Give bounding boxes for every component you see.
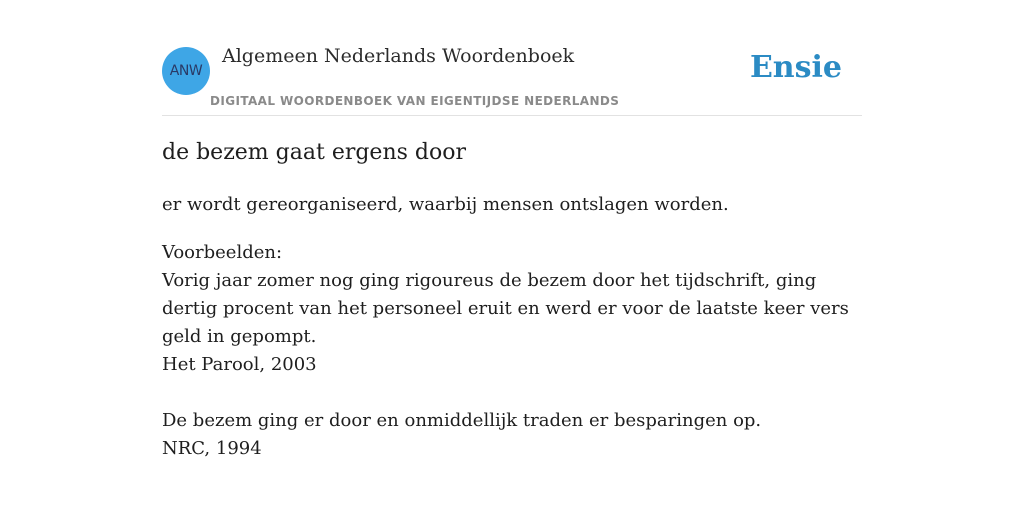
examples-block: [162, 239, 852, 463]
anw-logo[interactable]: [162, 47, 210, 95]
example-text: Vorig jaar zomer nog ging rigoureus de bezem door het tijdschrift, ging dertig procent van het personeel eruit en werd er voor de laatste keer vers geld in gepompt.: [162, 270, 849, 347]
entry-definition: er wordt gereorganiseerd, waarbij mensen ontslagen worden.: [162, 194, 729, 215]
example-spacer: [162, 379, 852, 407]
ensie-brand-logo[interactable]: Ensie: [749, 50, 842, 85]
example-source: NRC, 1994: [162, 438, 262, 459]
entry-term: de bezem gaat ergens door: [162, 140, 466, 165]
examples-heading: Voorbeelden:: [162, 242, 283, 263]
example-source: Het Parool, 2003: [162, 354, 317, 375]
header-divider: [162, 115, 862, 116]
source-name[interactable]: Algemeen Nederlands Woordenboek: [222, 45, 575, 67]
example-text: De bezem ging er door en onmiddellijk traden er besparingen op.: [162, 410, 762, 431]
logo-text: ANW: [169, 63, 203, 79]
source-subtitle: DIGITAAL WOORDENBOEK VAN EIGENTIJDSE NEDERLANDS: [210, 94, 620, 108]
